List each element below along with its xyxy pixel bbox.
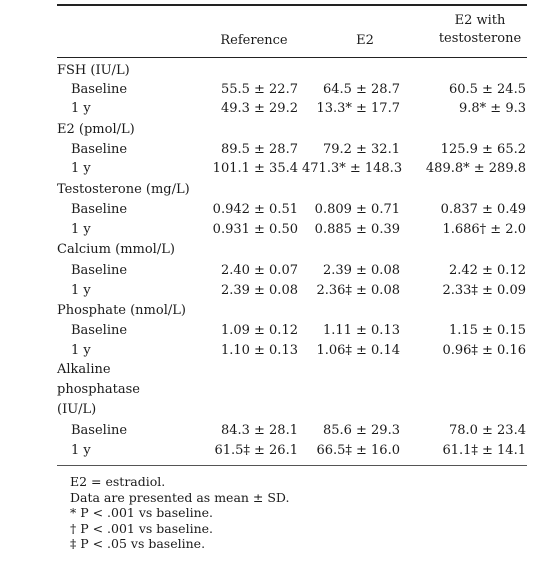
footnote: Data are presented as mean ± SD. [70, 489, 290, 505]
cell-e2: 2.39 ± 0.08 [322, 263, 400, 278]
cell-reference: 0.942 ± 0.51 [212, 202, 298, 217]
footnote: * P < .001 vs baseline. [70, 505, 213, 520]
column-header-e2t-line1: E2 with [454, 13, 506, 28]
cell-reference: 84.3 ± 28.1 [220, 423, 298, 438]
cell-e2-testosterone: 78.0 ± 23.4 [448, 423, 526, 438]
footnote: † P < .001 vs baseline. [70, 520, 213, 536]
cell-e2: 471.3* ± 148.3 [302, 161, 403, 176]
row-label: 1 y [71, 443, 91, 458]
cell-e2-testosterone: 125.9 ± 65.2 [440, 142, 526, 157]
footnote: ‡ P < .05 vs baseline. [70, 536, 206, 551]
cell-e2-testosterone: 2.42 ± 0.12 [448, 263, 526, 278]
cell-reference: 1.10 ± 0.13 [220, 343, 298, 358]
table-bottom-rule [57, 465, 527, 466]
table-row [0, 220, 551, 239]
table-row [0, 321, 551, 340]
group-label-line: (IU/L) [57, 402, 97, 417]
group-label-row [0, 180, 551, 199]
column-header-e2: E2 [356, 33, 374, 48]
cell-e2: 2.36‡ ± 0.08 [316, 283, 400, 298]
group-label-row [0, 360, 551, 379]
cell-reference: 0.931 ± 0.50 [212, 222, 298, 237]
group-label: FSH (IU/L) [57, 63, 130, 78]
cell-e2-testosterone: 60.5 ± 24.5 [448, 82, 526, 97]
column-header-e2-with-testosterone [425, 12, 535, 48]
footnote: E2 = estradiol. [70, 474, 166, 489]
cell-e2: 0.809 ± 0.71 [314, 202, 400, 217]
row-label: 1 y [71, 101, 91, 116]
cell-e2: 0.885 ± 0.39 [314, 222, 400, 237]
cell-e2: 64.5 ± 28.7 [322, 82, 400, 97]
group-label-row [0, 380, 551, 399]
cell-reference: 49.3 ± 29.2 [220, 101, 298, 116]
row-label: Baseline [71, 202, 128, 217]
cell-reference: 55.5 ± 22.7 [220, 82, 298, 97]
cell-reference: 2.39 ± 0.08 [220, 283, 298, 298]
table-row [0, 200, 551, 219]
group-label-row [0, 301, 551, 320]
cell-e2: 79.2 ± 32.1 [322, 142, 400, 157]
table-row [0, 421, 551, 440]
cell-e2-testosterone: 0.96‡ ± 0.16 [442, 343, 526, 358]
table-row [0, 341, 551, 360]
cell-reference: 1.09 ± 0.12 [220, 323, 298, 338]
cell-e2-testosterone: 1.686† ± 2.0 [442, 222, 526, 237]
table-top-rule [57, 4, 527, 6]
table-row [0, 159, 551, 178]
table-footnotes [70, 474, 289, 552]
row-label: 1 y [71, 343, 91, 358]
cell-e2-testosterone: 9.8* ± 9.3 [458, 101, 526, 116]
cell-e2: 13.3* ± 17.7 [316, 101, 400, 116]
group-label-line: phosphatase [57, 382, 140, 397]
cell-e2: 1.11 ± 0.13 [322, 323, 400, 338]
cell-reference: 89.5 ± 28.7 [220, 142, 298, 157]
cell-reference: 61.5‡ ± 26.1 [214, 443, 298, 458]
cell-reference: 2.40 ± 0.07 [220, 263, 298, 278]
column-header-e2t-line2: testosterone [438, 31, 522, 46]
cell-e2-testosterone: 61.1‡ ± 14.1 [442, 443, 526, 458]
cell-e2: 1.06‡ ± 0.14 [316, 343, 400, 358]
column-header-reference: Reference [220, 33, 288, 48]
cell-e2-testosterone: 2.33‡ ± 0.09 [442, 283, 526, 298]
group-label-row [0, 120, 551, 139]
table-row [0, 140, 551, 159]
table-row [0, 281, 551, 300]
group-label-row [0, 240, 551, 259]
row-label: Baseline [71, 142, 128, 157]
table-row [0, 441, 551, 460]
group-label: Testosterone (mg/L) [57, 182, 190, 197]
table-row [0, 80, 551, 99]
table-row [0, 99, 551, 118]
header-rule [57, 57, 527, 58]
row-label: Baseline [71, 323, 128, 338]
group-label: Calcium (mmol/L) [57, 242, 175, 257]
row-label: 1 y [71, 222, 91, 237]
group-label: E2 (pmol/L) [57, 122, 135, 137]
row-label: 1 y [71, 283, 91, 298]
row-label: Baseline [71, 423, 128, 438]
cell-e2-testosterone: 1.15 ± 0.15 [448, 323, 526, 338]
group-label-row [0, 400, 551, 419]
row-label: Baseline [71, 82, 128, 97]
table-row [0, 261, 551, 280]
cell-e2: 66.5‡ ± 16.0 [316, 443, 400, 458]
row-label: Baseline [71, 263, 128, 278]
row-label: 1 y [71, 161, 91, 176]
group-label: Phosphate (nmol/L) [57, 303, 186, 318]
cell-reference: 101.1 ± 35.4 [212, 161, 298, 176]
cell-e2: 85.6 ± 29.3 [322, 423, 400, 438]
group-label-line: Alkaline [57, 362, 111, 377]
cell-e2-testosterone: 0.837 ± 0.49 [440, 202, 526, 217]
cell-e2-testosterone: 489.8* ± 289.8 [425, 161, 526, 176]
group-label-row [0, 61, 551, 80]
